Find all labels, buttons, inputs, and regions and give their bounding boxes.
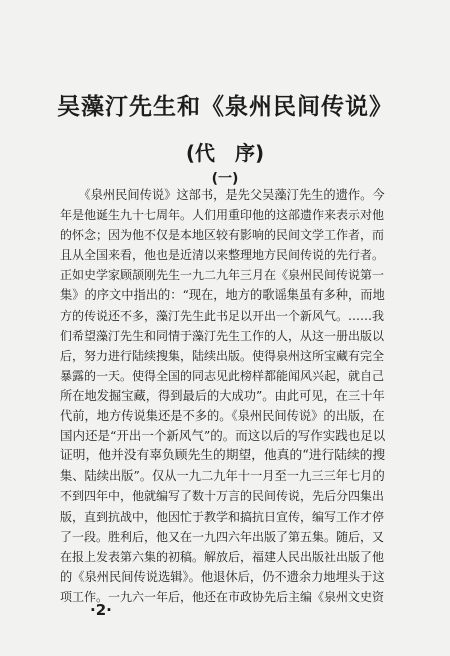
text-line: 国内还是“开出一个新风气”的。而这以后的写作实践也足以	[60, 428, 386, 444]
text-line: 证明，他并没有辜负顾先生的期望，他真的“进行陆续的搜	[60, 448, 386, 464]
text-line: 不到四年中，他就编写了数十万言的民间传说，先后分四集出	[60, 489, 385, 504]
text-line: 所在地发掘宝藏，得到最后的大成功”。由此可见，在三十年	[60, 388, 385, 403]
text-line: 的《泉州民间传说选辑》。他退休后，仍不遗余力地埋头于这	[60, 569, 385, 584]
section-number: (一)	[211, 171, 239, 187]
text-line: 在报上发表第六集的初稿。解放后，福建人民出版社出版了他	[60, 549, 385, 564]
text-line: 集、陆续出版”。仅从一九二九年十一月至一九三三年七月的	[60, 469, 385, 484]
body-text	[60, 185, 390, 607]
page-title: 吴藻汀先生和《泉州民间传说》	[57, 94, 393, 120]
text-line: 们希望藻汀先生和同情于藻汀先生工作的人，从这一册出版以	[60, 328, 385, 343]
text-line: 《泉州民间传说》这部书，是先父吴藻汀先生的遗作。今	[60, 188, 385, 202]
text-line: 年是他诞生九十七周年。人们用重印他的这部遗作来表示对他	[60, 208, 385, 223]
text-line: 版，直到抗战中，他因忙于教学和搞抗日宣传，编写工作才停	[60, 509, 385, 524]
text-line: 项工作。一九六一年后，他还在市政协先后主编《泉州文史资	[60, 589, 385, 604]
text-line: 方的传说还不多，藻汀先生此书足以开出一个新风气。……我	[60, 308, 385, 323]
text-line: 正如史学家顾颉刚先生一九二九年三月在《泉州民间传说第一	[60, 268, 385, 283]
text-line: 集》的序文中指出的：“现在，地方的歌谣集虽有多种，而地	[60, 288, 385, 303]
subtitle: (代 序)	[185, 141, 265, 165]
text-line: 后，努力进行陆续搜集，陆续出版。使得泉州这所宝藏有完全	[60, 348, 385, 363]
text-line: 了一段。胜利后，他又在一九四六年出版了第五集。随后，又	[60, 529, 385, 544]
text-line: 的怀念；因为他不仅是本地区较有影响的民间文学工作者，而	[60, 228, 385, 243]
text-line: 暴露的一天。使得全国的同志见此榜样都能闻风兴起，就自己	[60, 368, 385, 383]
page-number: ·2·	[90, 601, 112, 619]
text-line: 且从全国来看，他也是近清以来整理地方民间传说的先行者。	[60, 248, 385, 263]
text-line: 代前，地方传说集还是不多的。《泉州民间传说》的出版，在	[60, 409, 385, 424]
